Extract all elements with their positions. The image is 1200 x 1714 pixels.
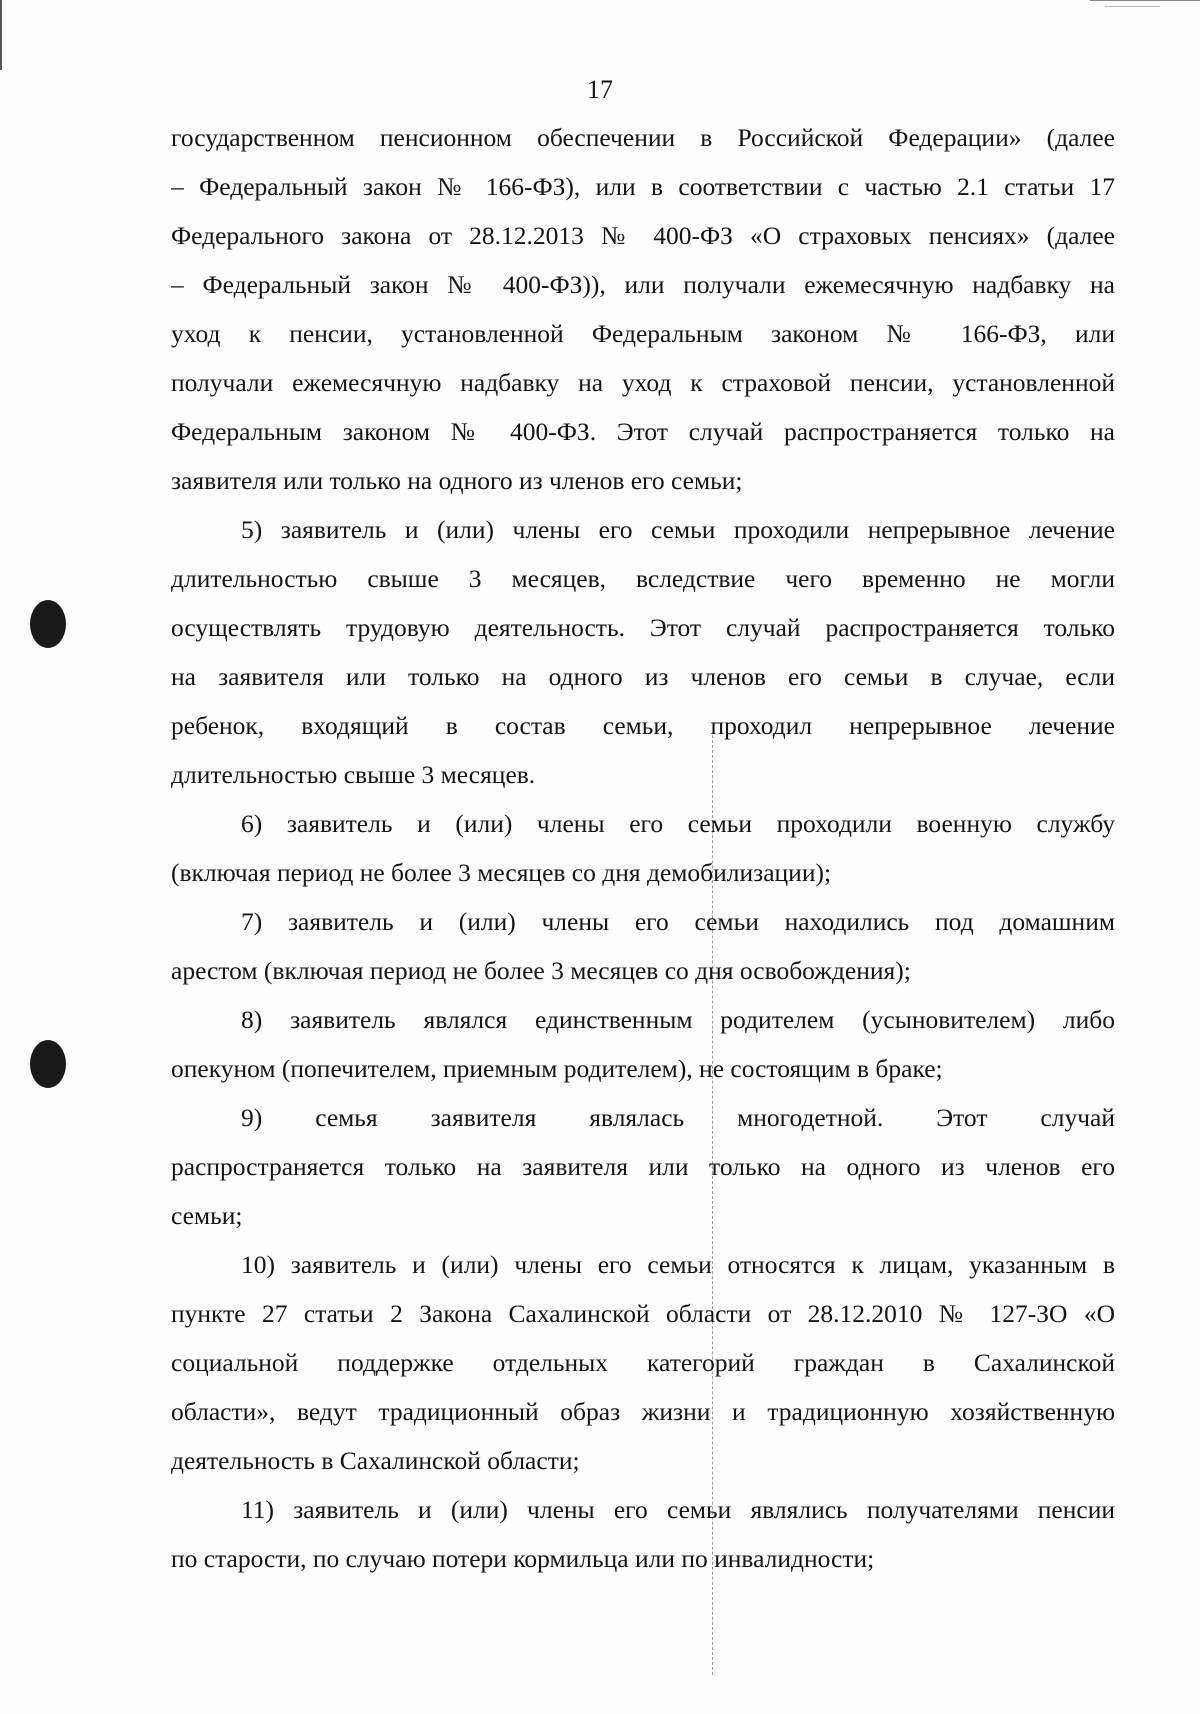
punch-hole-upper xyxy=(30,600,66,648)
paragraph-first-line: 8) заявитель являлся единственным родителем (усыновителем) либо xyxy=(241,1005,1115,1034)
text-line: Федеральным законом № 400-ФЗ. Этот случай распространяется только на xyxy=(171,417,1115,446)
scan-edge-line xyxy=(0,0,2,70)
text-line: деятельность в Сахалинской области; xyxy=(171,1446,580,1475)
text-line: на заявителя или только на одного из членов его семьи в случае, если xyxy=(171,662,1115,691)
text-line: Федерального закона от 28.12.2013 № 400-ФЗ «О страховых пенсиях» (далее xyxy=(171,221,1115,250)
punch-hole-lower xyxy=(30,1040,66,1088)
paragraph-first-line: 11) заявитель и (или) члены его семьи являлись получателями пенсии xyxy=(241,1495,1115,1524)
paragraph-first-line: 6) заявитель и (или) члены его семьи проходили военную службу xyxy=(241,809,1115,838)
text-line: социальной поддержке отдельных категорий граждан в Сахалинской xyxy=(171,1348,1115,1377)
paragraph-first-line: 10) заявитель и (или) члены его семьи относятся к лицам, указанным в xyxy=(241,1250,1115,1279)
text-line: распространяется только на заявителя или только на одного из членов его xyxy=(171,1152,1115,1181)
text-line: семьи; xyxy=(171,1201,243,1230)
text-line: пункте 27 статьи 2 Закона Сахалинской области от 28.12.2010 № 127-ЗО «О xyxy=(171,1299,1115,1328)
text-line: – Федеральный закон № 400-ФЗ)), или получали ежемесячную надбавку на xyxy=(171,270,1115,299)
text-line: получали ежемесячную надбавку на уход к страховой пенсии, установленной xyxy=(171,368,1115,397)
text-line: арестом (включая период не более 3 месяцев со дня освобождения); xyxy=(171,956,911,985)
text-line: государственном пенсионном обеспечении в Российской Федерации» (далее xyxy=(171,123,1115,152)
text-line: опекуном (попечителем, приемным родителем), не состоящим в браке; xyxy=(171,1054,943,1083)
document-body xyxy=(171,113,1115,1583)
text-line: области», ведут традиционный образ жизни и традиционную хозяйственную xyxy=(171,1397,1115,1426)
paragraph-first-line: 5) заявитель и (или) члены его семьи проходили непрерывное лечение xyxy=(241,515,1115,544)
text-line: ребенок, входящий в состав семьи, проходил непрерывное лечение xyxy=(171,711,1115,740)
text-line: – Федеральный закон № 166-ФЗ), или в соответствии с частью 2.1 статьи 17 xyxy=(171,172,1115,201)
paragraph-first-line: 9) семья заявителя являлась многодетной. Этот случай xyxy=(241,1103,1115,1132)
paragraph-first-line: 7) заявитель и (или) члены его семьи находились под домашним xyxy=(241,907,1115,936)
text-line: по старости, по случаю потери кормильца или по инвалидности; xyxy=(171,1544,875,1573)
text-line: заявителя или только на одного из членов его семьи; xyxy=(171,466,743,495)
scan-edge-line-top-secondary xyxy=(1105,6,1160,7)
text-line: длительностью свыше 3 месяцев. xyxy=(171,760,536,789)
scan-edge-line-top xyxy=(1090,0,1200,1)
text-line: длительностью свыше 3 месяцев, вследствие чего временно не могли xyxy=(171,564,1115,593)
text-line: (включая период не более 3 месяцев со дня демобилизации); xyxy=(171,858,832,887)
text-line: осуществлять трудовую деятельность. Этот случай распространяется только xyxy=(171,613,1115,642)
text-line: уход к пенсии, установленной Федеральным законом № 166-ФЗ, или xyxy=(171,319,1115,348)
page-number: 17 xyxy=(587,75,613,104)
